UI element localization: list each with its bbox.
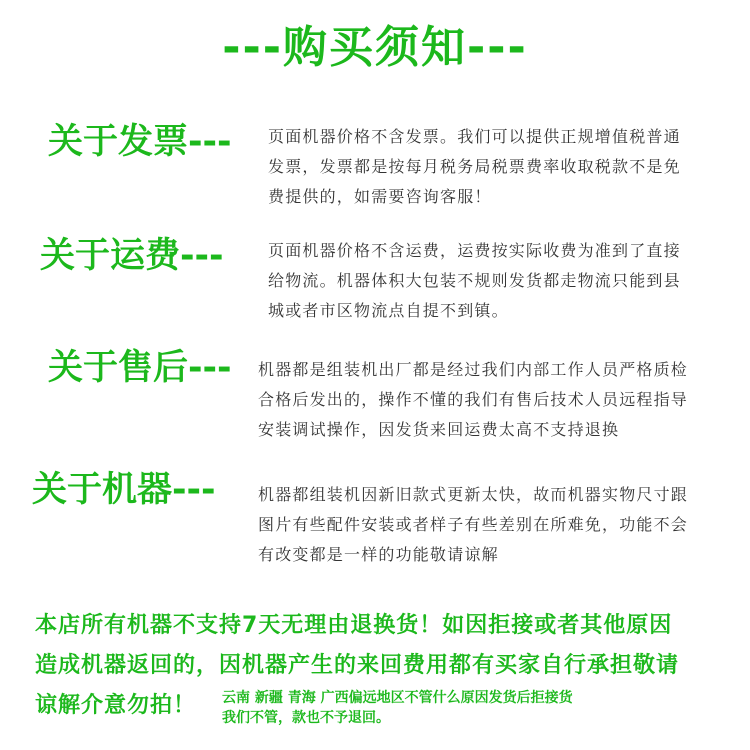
text-line: 图片有些配件安装或者样子有些差别在所难免，功能不会 bbox=[258, 515, 689, 534]
text-line: 费提供的，如需要咨询客服！ bbox=[268, 187, 492, 206]
notice-line: 本店所有机器不支持7天无理由退换货！如因拒接或者其他原因 bbox=[35, 613, 673, 638]
text-line: 合格后发出的，操作不懂的我们有售后技术人员远程指导 bbox=[258, 390, 689, 409]
notice-small-line: 云南 新疆 青海 广西偏远地区不管什么原因发货后拒接货 bbox=[222, 690, 573, 706]
section-text-invoice bbox=[268, 122, 718, 212]
section-text-after-sales bbox=[258, 355, 728, 445]
section-text-shipping bbox=[268, 236, 718, 326]
section-heading-after-sales: 关于售后--- bbox=[48, 348, 232, 388]
section-heading-shipping: 关于运费--- bbox=[40, 236, 224, 276]
text-line: 发票，发票都是按每月税务局税票费率收取税款不是免 bbox=[268, 157, 681, 176]
section-text-machine bbox=[258, 480, 728, 570]
text-line: 城或者市区物流点自提不到镇。 bbox=[268, 301, 509, 320]
text-line: 安装调试操作，因发货来回运费太高不支持退换 bbox=[258, 420, 620, 439]
page-title: ---购买须知--- bbox=[222, 22, 528, 73]
notice-line: 谅解介意勿拍！ bbox=[35, 693, 197, 718]
section-heading-invoice: 关于发票--- bbox=[48, 122, 232, 162]
text-line: 页面机器价格不含发票。我们可以提供正规增值税普通 bbox=[268, 127, 681, 146]
text-line: 机器都是组装机出厂都是经过我们内部工作人员严格质检 bbox=[258, 360, 689, 379]
text-line: 机器都组装机因新旧款式更新太快，故而机器实物尺寸跟 bbox=[258, 485, 689, 504]
notice-small-line: 我们不管，款也不予退回。 bbox=[222, 710, 390, 726]
text-line: 页面机器价格不含运费，运费按实际收费为准到了直接 bbox=[268, 241, 681, 260]
text-line: 有改变都是一样的功能敬请谅解 bbox=[258, 545, 499, 564]
notice-line: 造成机器返回的，因机器产生的来回费用都有买家自行承担敬请 bbox=[35, 653, 680, 678]
text-line: 给物流。机器体积大包装不规则发货都走物流只能到县 bbox=[268, 271, 681, 290]
section-heading-machine: 关于机器--- bbox=[32, 470, 216, 510]
remote-area-notice bbox=[222, 688, 722, 728]
